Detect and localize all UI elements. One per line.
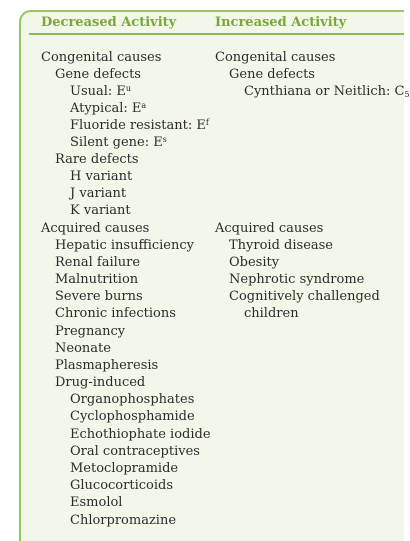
header-rule [29, 33, 404, 35]
drug-item: Cyclophosphamide [70, 409, 195, 424]
decreased-activity-header: Decreased Activity [41, 15, 177, 30]
drug-item: Metoclopramide [70, 461, 179, 476]
decreased-acquired-item: Renal failure [55, 255, 141, 270]
drug-item: Glucocorticoids [70, 478, 173, 493]
decreased-acquired-item: Neonate [55, 341, 111, 356]
increased-acquired-item: Cognitively challenged [229, 289, 380, 304]
increased-gene-defects: Gene defects [229, 67, 315, 82]
gene-atypical: Atypical: $E^a$ [70, 101, 147, 116]
increased-acquired-item-continuation: children [244, 306, 299, 321]
increased-acquired-causes: Acquired causes [215, 221, 324, 236]
decreased-congenital-causes: Congenital causes [41, 50, 162, 65]
drug-item: Oral contraceptives [70, 444, 200, 459]
decreased-acquired-item: Malnutrition [55, 272, 139, 287]
increased-acquired-item: Nephrotic syndrome [229, 272, 365, 287]
rare-j-variant: J variant [70, 186, 127, 201]
decreased-acquired-item: Pregnancy [55, 324, 126, 339]
gene-usual: Usual: $E^u$ [70, 84, 132, 99]
drug-item: Echothiophate iodide [70, 427, 211, 442]
increased-acquired-item: Thyroid disease [229, 238, 333, 253]
decreased-acquired-item: Hepatic insufficiency [55, 238, 194, 253]
decreased-acquired-causes: Acquired causes [41, 221, 150, 236]
rare-defects: Rare defects [55, 152, 139, 167]
decreased-acquired-item: Drug-induced [55, 375, 146, 390]
drug-item: Organophosphates [70, 392, 195, 407]
gene-cynthiana: Cynthiana or Neitlich: $C_5$ [244, 84, 410, 99]
drug-item: Chlorpromazine [70, 513, 177, 528]
decreased-acquired-item: Severe burns [55, 289, 143, 304]
gene-fluoride-resistant: Fluoride resistant: $E^f$ [70, 118, 209, 133]
rare-h-variant: H variant [70, 169, 133, 184]
drug-item: Esmolol [70, 495, 123, 510]
increased-congenital-causes: Congenital causes [215, 50, 336, 65]
decreased-acquired-item: Plasmapheresis [55, 358, 159, 373]
rare-k-variant: K variant [70, 203, 131, 218]
decreased-acquired-item: Chronic infections [55, 306, 176, 321]
gene-silent: Silent gene: $E^s$ [70, 135, 167, 150]
increased-activity-header: Increased Activity [215, 15, 347, 30]
increased-acquired-item: Obesity [229, 255, 280, 270]
decreased-gene-defects: Gene defects [55, 67, 141, 82]
